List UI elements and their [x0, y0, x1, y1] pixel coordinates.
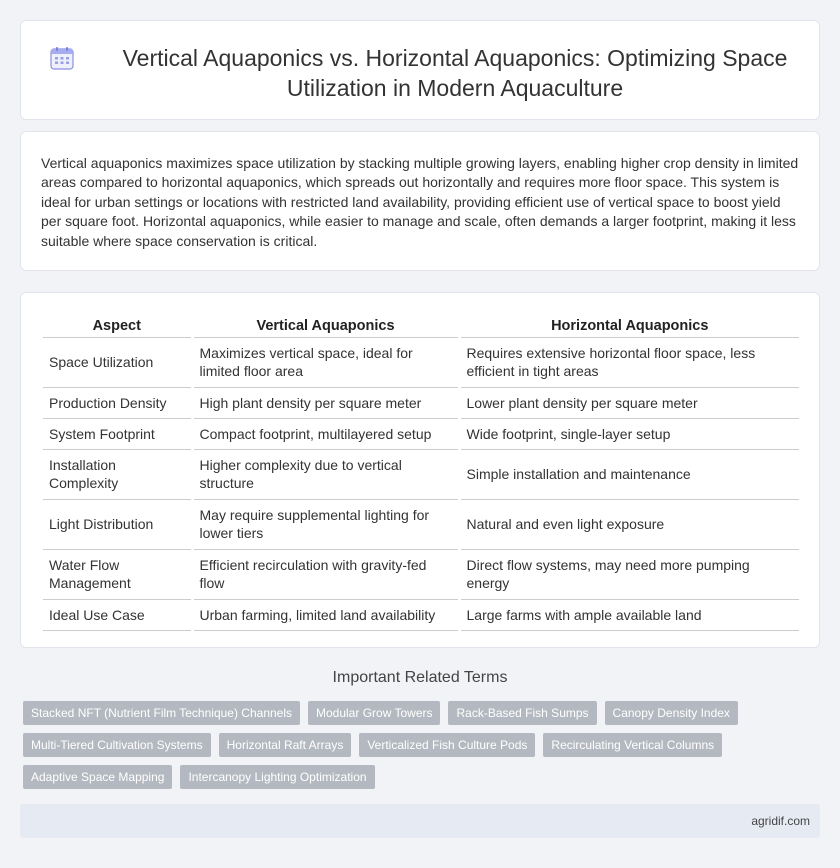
footer-site-link[interactable]: agridif.com	[751, 814, 810, 828]
comparison-card	[20, 292, 820, 648]
tag-row	[23, 765, 823, 789]
related-term-tag[interactable]: Stacked NFT (Nutrient Film Technique) Channels	[23, 701, 300, 725]
cell-vertical: Efficient recirculation with gravity-fed flow	[192, 549, 459, 599]
tag-row	[23, 701, 823, 725]
header-vertical: Vertical Aquaponics	[192, 313, 459, 337]
tag-row	[23, 733, 823, 757]
table-row	[43, 387, 799, 418]
intro-paragraph: Vertical aquaponics maximizes space utilization by stacking multiple growing layers, enabling higher crop density in limited areas compared to horizontal aquaponics, which spreads out horizontally and requires more floor space. This system is ideal for urban settings or locations with restricted land availability, providing efficient use of vertical space to boost yield per square foot. Horizontal aquaponics, while easier to manage and scale, often demands a larger footprint, making it less suitable where space conservation is critical.	[41, 155, 799, 249]
cell-vertical: May require supplemental lighting for lower tiers	[192, 499, 459, 549]
cell-vertical: Compact footprint, multilayered setup	[192, 418, 459, 449]
calendar-grid-icon	[50, 46, 74, 70]
cell-horizontal: Requires extensive horizontal floor space, less efficient in tight areas	[459, 337, 799, 387]
table-row	[43, 549, 799, 599]
header-horizontal: Horizontal Aquaponics	[459, 313, 799, 337]
related-terms-heading: Important Related Terms	[332, 669, 508, 686]
cell-aspect: Ideal Use Case	[43, 599, 192, 630]
cell-aspect: Production Density	[43, 387, 192, 418]
cell-horizontal: Lower plant density per square meter	[459, 387, 799, 418]
related-term-tag[interactable]: Verticalized Fish Culture Pods	[359, 733, 535, 757]
cell-horizontal: Simple installation and maintenance	[459, 449, 799, 499]
related-term-tag[interactable]: Rack-Based Fish Sumps	[448, 701, 596, 725]
related-term-tag[interactable]: Adaptive Space Mapping	[23, 765, 172, 789]
cell-horizontal: Natural and even light exposure	[459, 499, 799, 549]
cell-horizontal: Direct flow systems, may need more pumping energy	[459, 549, 799, 599]
related-term-tag[interactable]: Multi-Tiered Cultivation Systems	[23, 733, 211, 757]
table-row	[43, 499, 799, 549]
cell-aspect: Water Flow Management	[43, 549, 192, 599]
cell-vertical: Urban farming, limited land availability	[192, 599, 459, 630]
page-title: Vertical Aquaponics vs. Horizontal Aquaponics: Optimizing Space Utilization in Modern Aquaculture	[122, 45, 788, 101]
intro-card	[20, 131, 820, 271]
cell-aspect: System Footprint	[43, 418, 192, 449]
related-term-tag[interactable]: Canopy Density Index	[605, 701, 738, 725]
table-row	[43, 418, 799, 449]
cell-vertical: High plant density per square meter	[192, 387, 459, 418]
table-header-row	[43, 313, 799, 337]
footer	[20, 804, 820, 838]
comparison-table	[43, 313, 799, 631]
cell-aspect: Light Distribution	[43, 499, 192, 549]
cell-horizontal: Wide footprint, single-layer setup	[459, 418, 799, 449]
cell-aspect: Installation Complexity	[43, 449, 192, 499]
related-term-tag[interactable]: Intercanopy Lighting Optimization	[180, 765, 374, 789]
header-aspect: Aspect	[43, 313, 192, 337]
cell-vertical: Higher complexity due to vertical structure	[192, 449, 459, 499]
table-row	[43, 599, 799, 630]
table-row	[43, 449, 799, 499]
cell-aspect: Space Utilization	[43, 337, 192, 387]
cell-horizontal: Large farms with ample available land	[459, 599, 799, 630]
related-term-tag[interactable]: Horizontal Raft Arrays	[219, 733, 352, 757]
table-row	[43, 337, 799, 387]
related-term-tag[interactable]: Recirculating Vertical Columns	[543, 733, 722, 757]
related-term-tag[interactable]: Modular Grow Towers	[308, 701, 440, 725]
related-terms-list	[23, 701, 823, 797]
cell-vertical: Maximizes vertical space, ideal for limited floor area	[192, 337, 459, 387]
